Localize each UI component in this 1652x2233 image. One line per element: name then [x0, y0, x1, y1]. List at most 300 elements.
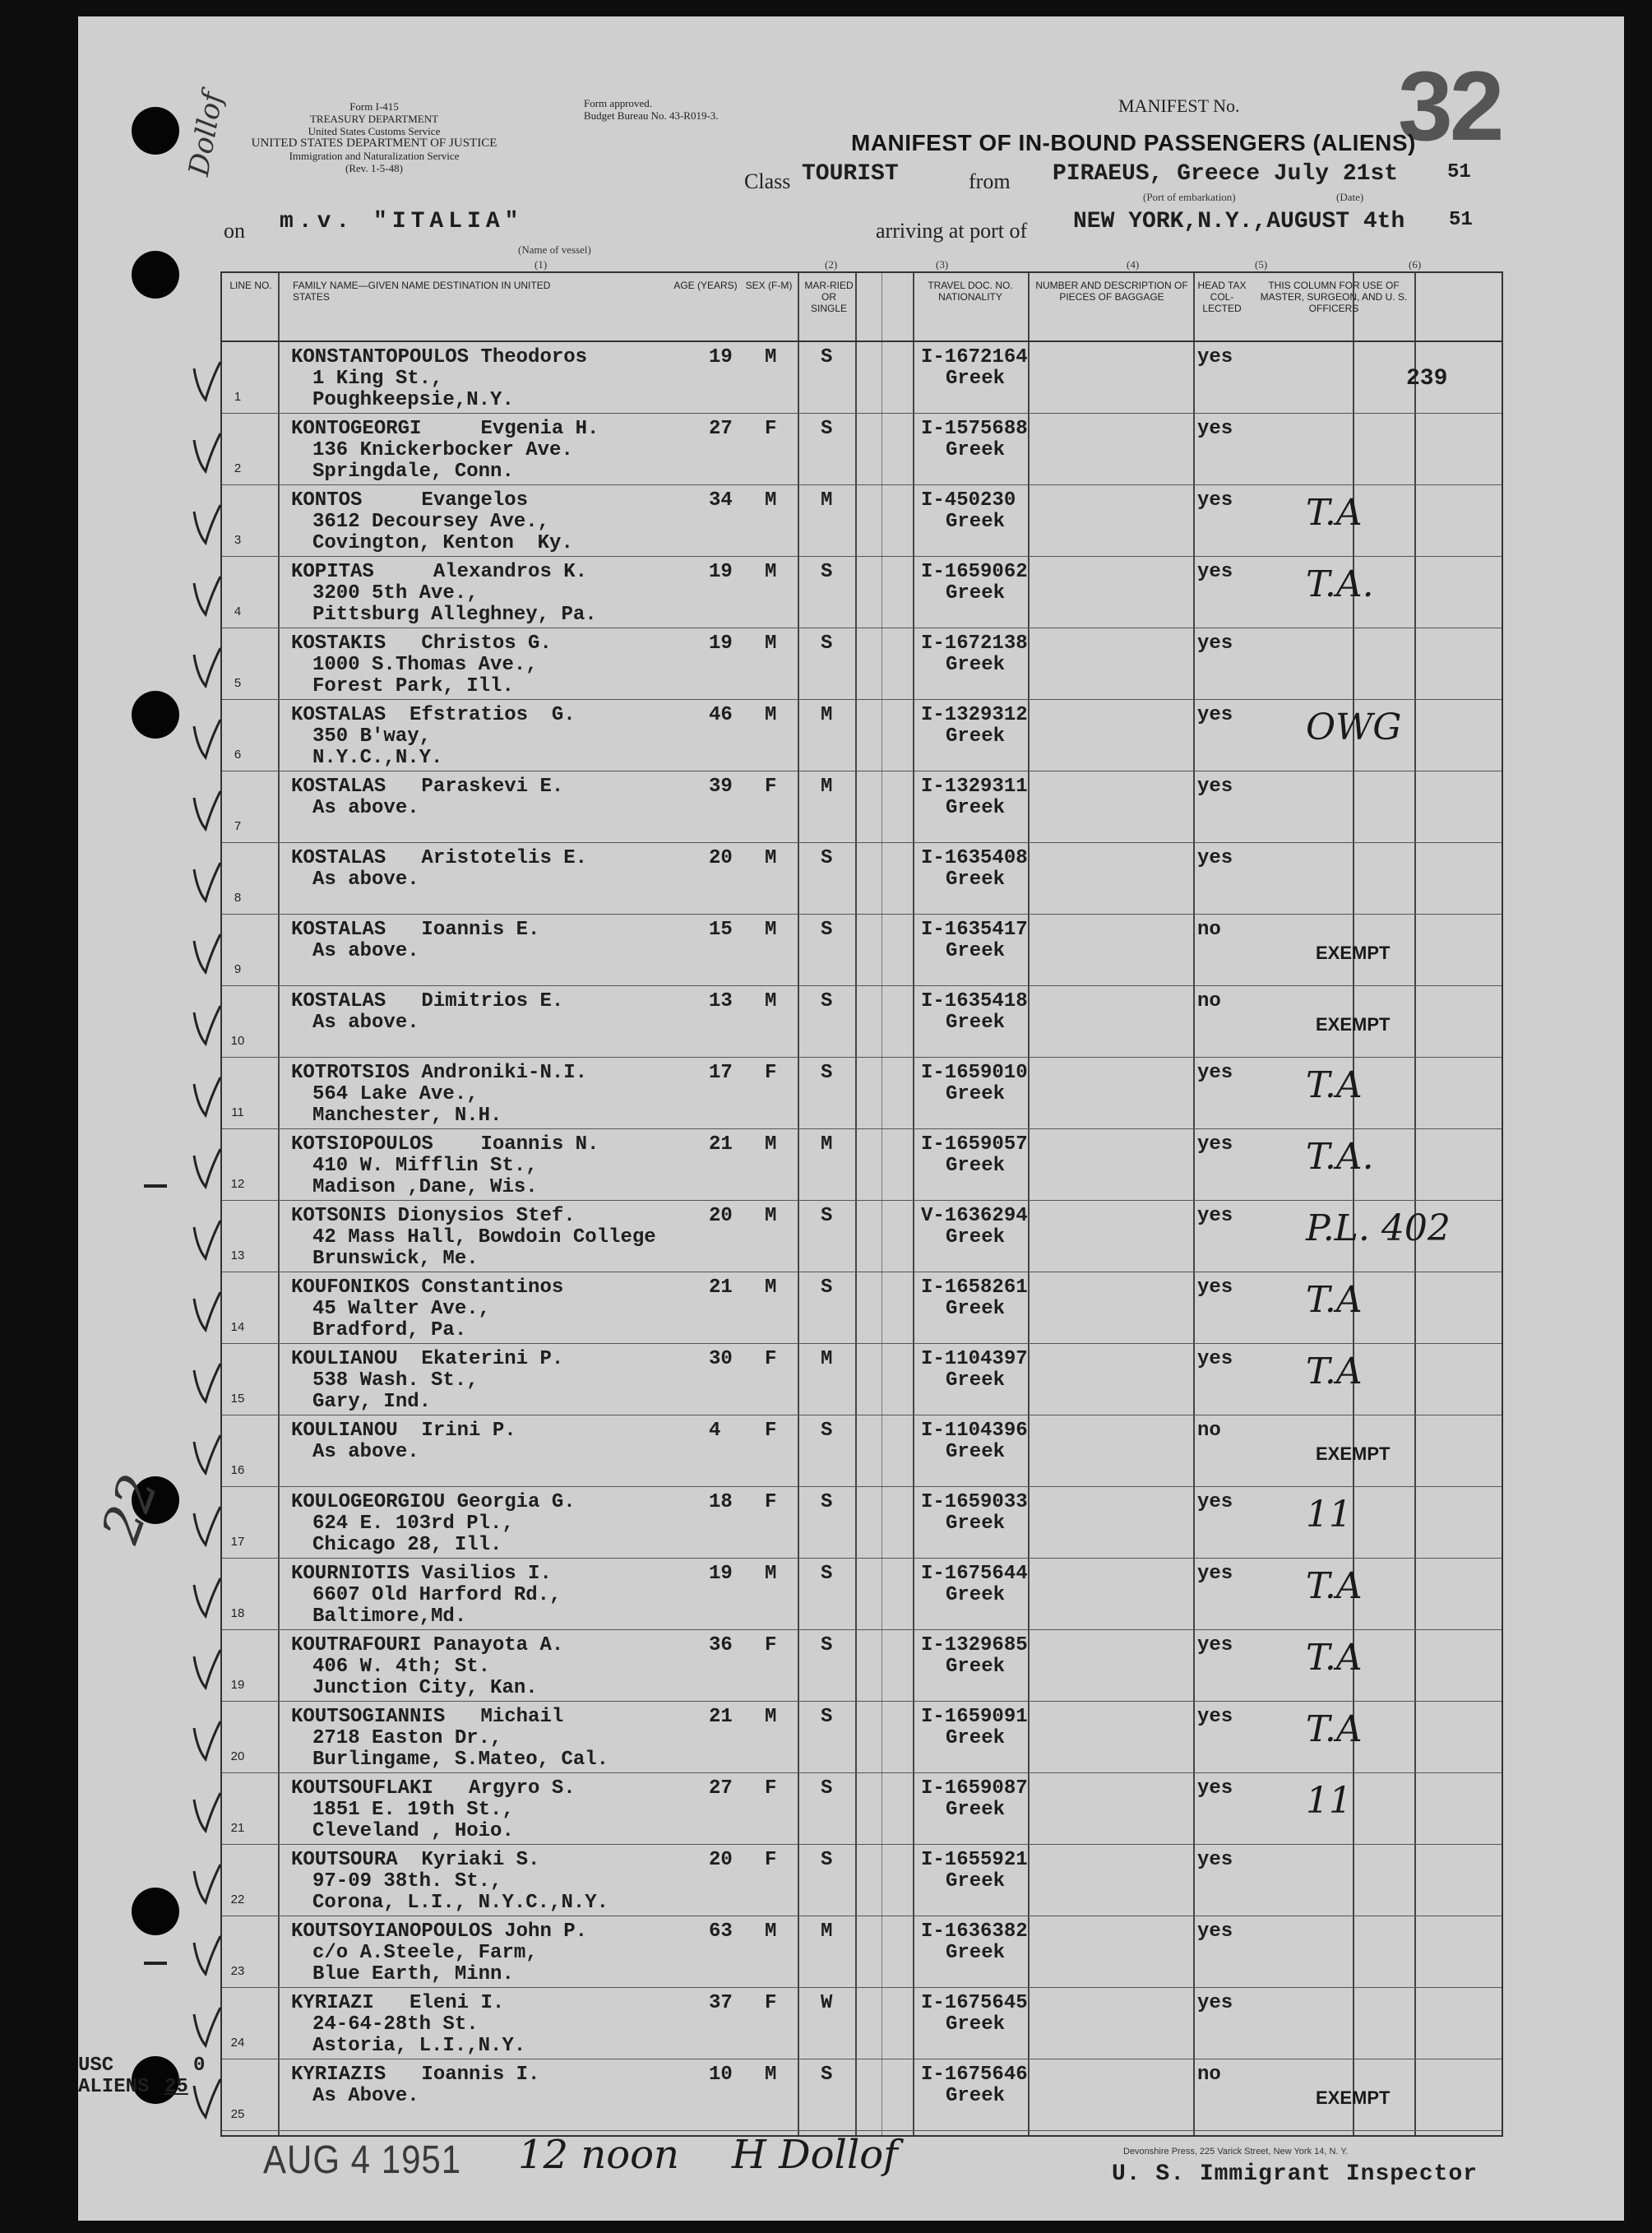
line-number: 6 [234, 748, 242, 762]
nationality: Greek [946, 1369, 1006, 1392]
nationality: Greek [946, 1799, 1006, 1821]
passenger-age: 21 [709, 1276, 733, 1299]
budget-bureau: Budget Bureau No. 43-R019-3. [584, 109, 719, 122]
passenger-name: KOSTALAS Dimitrios E. [291, 990, 564, 1012]
passenger-sex: M [765, 1706, 777, 1728]
marital-status: S [821, 2064, 833, 2086]
handwritten-time: 12 noon [518, 2132, 679, 2178]
passenger-sex: F [765, 1849, 777, 1871]
head-tax: yes [1197, 346, 1233, 368]
marital-status: S [821, 919, 833, 941]
address-line-1: As above. [312, 1441, 419, 1463]
check-mark-icon [189, 1287, 222, 1337]
passenger-name: KOTSONIS Dionysios Stef. [291, 1205, 576, 1227]
travel-doc-number: I-1672164 [921, 346, 1028, 368]
head-tax: yes [1197, 1777, 1233, 1800]
marital-status: S [821, 1634, 833, 1656]
officer-note: 11 [1306, 1780, 1352, 1822]
marital-status: S [821, 990, 833, 1012]
passenger-age: 4 [709, 1420, 721, 1442]
margin-mark [144, 1184, 167, 1188]
address-line-1: 42 Mass Hall, Bowdoin College [312, 1226, 656, 1249]
officer-note: T.A [1306, 1279, 1363, 1321]
marital-status: M [821, 1920, 833, 1943]
check-mark-icon [189, 429, 222, 478]
passenger-name: KOTROTSIOS Androniki-N.I. [291, 1062, 588, 1084]
address-line-1: 406 W. 4th; St. [312, 1656, 491, 1678]
marital-status: S [821, 561, 833, 583]
table-row [222, 1559, 1502, 1631]
table-row [222, 1702, 1502, 1774]
embark-caption: (Port of embarkation) [1143, 191, 1236, 203]
ins-label: Immigration and Naturalization Service [289, 150, 460, 162]
table-row [222, 771, 1502, 844]
address-line-2: Corona, L.I., N.Y.C.,N.Y. [312, 1892, 609, 1914]
head-tax: yes [1197, 561, 1233, 583]
travel-doc-number: V-1636294 [921, 1205, 1028, 1227]
officer-note: T.A. [1306, 1136, 1374, 1178]
table-row [222, 1129, 1502, 1202]
aliens-value: 25 [164, 2076, 188, 2098]
check-mark-icon [189, 357, 222, 406]
line-number: 18 [230, 1606, 245, 1620]
passenger-sex: M [765, 561, 777, 583]
check-mark-icon [189, 1788, 222, 1837]
passenger-sex: F [765, 1777, 777, 1800]
address-line-2: Brunswick, Me. [312, 1248, 479, 1270]
line-number: 20 [230, 1749, 245, 1763]
check-mark-icon [189, 572, 222, 621]
travel-doc-number: I-1672138 [921, 632, 1028, 655]
arriving-label: arriving at port of [876, 219, 1028, 243]
header-sex: SEX (F-M) [745, 280, 793, 291]
marital-status: S [821, 1706, 833, 1728]
passenger-name: KOSTALAS Efstratios G. [291, 704, 576, 726]
exempt-note: EXEMPT [1316, 1014, 1391, 1035]
passenger-sex: M [765, 1920, 777, 1943]
travel-doc-number: I-1675645 [921, 1992, 1028, 2014]
exempt-note: EXEMPT [1316, 2087, 1391, 2108]
passenger-name: KOSTALAS Ioannis E. [291, 919, 540, 941]
officer-note: T.A [1306, 1708, 1363, 1750]
binder-hole [132, 1888, 179, 1935]
passenger-sex: F [765, 1491, 777, 1513]
check-mark-icon [189, 1645, 222, 1694]
manifest-number: 32 [1398, 51, 1502, 161]
arriving-value: NEW YORK,N.Y.,AUGUST 4th [1073, 209, 1405, 234]
travel-doc-number: I-1658261 [921, 1276, 1028, 1299]
address-line-1: As above. [312, 1012, 419, 1034]
table-row [222, 1487, 1502, 1559]
marital-status: M [821, 489, 833, 512]
margin-handwriting: Dollof [183, 90, 230, 178]
line-number: 21 [230, 1821, 245, 1835]
nationality: Greek [946, 1942, 1006, 1964]
check-mark-icon [189, 1716, 222, 1766]
line-number: 13 [230, 1249, 245, 1262]
passenger-age: 20 [709, 1849, 733, 1871]
col-num-2: (2) [825, 258, 838, 271]
head-tax: no [1197, 2064, 1221, 2086]
head-tax: yes [1197, 1563, 1233, 1585]
passenger-age: 19 [709, 632, 733, 655]
line-number: 14 [230, 1320, 245, 1334]
manifest-no-label: MANIFEST No. [1118, 95, 1240, 116]
address-line-1: 350 B'way, [312, 725, 432, 748]
marital-status: S [821, 1276, 833, 1299]
travel-doc-number: I-1329311 [921, 776, 1028, 798]
table-row [222, 342, 1502, 415]
line-number: 17 [230, 1535, 245, 1549]
address-line-1: As Above. [312, 2085, 419, 2107]
line-number: 15 [230, 1392, 245, 1406]
travel-doc-number: I-1659062 [921, 561, 1028, 583]
passenger-sex: M [765, 990, 777, 1012]
table-row [222, 1630, 1502, 1703]
passenger-name: KOUTRAFOURI Panayota A. [291, 1634, 564, 1656]
col-num-4: (4) [1127, 258, 1140, 271]
line-number: 9 [234, 962, 242, 976]
check-mark-icon [189, 1502, 222, 1551]
line-number: 1 [234, 390, 242, 404]
check-mark-icon [189, 1573, 222, 1623]
address-line-1: 6607 Old Harford Rd., [312, 1584, 562, 1606]
marital-status: S [821, 346, 833, 368]
passenger-age: 17 [709, 1062, 733, 1084]
passenger-name: KOURNIOTIS Vasilios I. [291, 1563, 552, 1585]
passenger-sex: M [765, 919, 777, 941]
exempt-note: EXEMPT [1316, 1443, 1391, 1464]
line-number: 7 [234, 819, 242, 833]
head-tax: yes [1197, 1992, 1233, 2014]
officer-number: 239 [1406, 366, 1448, 391]
marital-status: S [821, 1563, 833, 1585]
travel-doc-number: I-1659033 [921, 1491, 1028, 1513]
check-mark-icon [189, 643, 222, 693]
head-tax: yes [1197, 1491, 1233, 1513]
passenger-age: 46 [709, 704, 733, 726]
travel-doc-number: I-1655921 [921, 1849, 1028, 1871]
address-line-2: Junction City, Kan. [312, 1677, 538, 1699]
treasury-label: TREASURY DEPARTMENT [309, 113, 439, 125]
header-age: AGE (YEARS) [673, 280, 738, 291]
officer-note: 11 [1306, 1494, 1352, 1536]
marital-status: S [821, 418, 833, 440]
line-number: 22 [230, 1892, 245, 1906]
passenger-age: 19 [709, 346, 733, 368]
marital-status: S [821, 1491, 833, 1513]
nationality: Greek [946, 1155, 1006, 1177]
binder-hole [132, 691, 179, 739]
passenger-age: 20 [709, 1205, 733, 1227]
line-number: 25 [230, 2107, 245, 2121]
table-row [222, 1058, 1502, 1130]
line-number: 24 [230, 2036, 245, 2050]
line-number: 3 [234, 533, 242, 547]
table-row [222, 1988, 1502, 2060]
date-stamp: AUG 4 1951 [263, 2137, 462, 2182]
passenger-sex: M [765, 1563, 777, 1585]
head-tax: yes [1197, 1634, 1233, 1656]
passenger-sex: F [765, 1062, 777, 1084]
nationality: Greek [946, 1656, 1006, 1678]
passenger-name: KYRIAZIS Ioannis I. [291, 2064, 540, 2086]
table-row [222, 1415, 1502, 1488]
passenger-age: 13 [709, 990, 733, 1012]
address-line-1: 624 E. 103rd Pl., [312, 1513, 514, 1535]
address-line-1: 24-64-28th St. [312, 2013, 479, 2036]
address-line-2: Blue Earth, Minn. [312, 1963, 514, 1985]
from-label: from [969, 169, 1011, 193]
passenger-age: 19 [709, 561, 733, 583]
passenger-sex: M [765, 489, 777, 512]
passenger-age: 27 [709, 1777, 733, 1800]
header-officers: THIS COLUMN FOR USE OF MASTER, SURGEON, AND U. S. OFFICERS [1260, 280, 1408, 314]
manifest-title: MANIFEST OF IN-BOUND PASSENGERS (ALIENS) [851, 130, 1416, 155]
nationality: Greek [946, 1870, 1006, 1892]
address-line-2: Gary, Ind. [312, 1391, 432, 1413]
address-line-1: 1000 S.Thomas Ave., [312, 654, 538, 676]
check-mark-icon [189, 858, 222, 907]
address-line-1: As above. [312, 797, 419, 819]
address-line-1: 2718 Easton Dr., [312, 1727, 502, 1749]
travel-doc-number: I-1659087 [921, 1777, 1028, 1800]
nationality: Greek [946, 439, 1006, 461]
travel-doc-number: I-1635417 [921, 919, 1028, 941]
check-mark-icon [189, 1860, 222, 1909]
margin-mark [144, 1962, 167, 1965]
passenger-sex: M [765, 1205, 777, 1227]
passenger-age: 36 [709, 1634, 733, 1656]
passenger-sex: M [765, 847, 777, 869]
head-tax: no [1197, 919, 1221, 941]
passenger-name: KYRIAZI Eleni I. [291, 1992, 505, 2014]
head-tax: yes [1197, 1849, 1233, 1871]
line-number: 12 [230, 1177, 245, 1191]
passenger-name: KOSTALAS Aristotelis E. [291, 847, 588, 869]
address-line-2: Manchester, N.H. [312, 1105, 502, 1127]
table-row [222, 1201, 1502, 1273]
passenger-age: 37 [709, 1992, 733, 2014]
line-number: 23 [230, 1964, 245, 1978]
address-line-1: 3612 Decoursey Ave., [312, 511, 550, 533]
officer-note: T.A [1306, 492, 1363, 534]
marital-status: S [821, 1420, 833, 1442]
travel-doc-number: I-1329685 [921, 1634, 1028, 1656]
travel-doc-number: I-1675644 [921, 1563, 1028, 1585]
printer-imprint: Devonshire Press, 225 Varick Street, New York 14, N. Y. [1123, 2147, 1349, 2157]
nationality: Greek [946, 1727, 1006, 1749]
passenger-age: 21 [709, 1133, 733, 1156]
check-mark-icon [189, 1216, 222, 1265]
address-line-1: 410 W. Mifflin St., [312, 1155, 538, 1177]
marital-status: S [821, 847, 833, 869]
address-line-1: As above. [312, 869, 419, 891]
vessel-name: m.v. "ITALIA" [280, 209, 524, 234]
exempt-note: EXEMPT [1316, 943, 1391, 963]
nationality: Greek [946, 940, 1006, 962]
travel-doc-number: I-450230 [921, 489, 1016, 512]
passenger-name: KONTOS Evangelos [291, 489, 529, 512]
check-mark-icon [189, 2074, 222, 2124]
line-number: 10 [230, 1034, 245, 1048]
marital-status: S [821, 1849, 833, 1871]
head-tax: yes [1197, 418, 1233, 440]
table-row [222, 628, 1502, 701]
table-row [222, 915, 1502, 987]
address-line-2: Burlingame, S.Mateo, Cal. [312, 1749, 609, 1771]
justice-label: UNITED STATES DEPARTMENT OF JUSTICE [251, 137, 497, 150]
arrive-year: 51 [1449, 209, 1473, 231]
side-handwritten-number: 22 [90, 1466, 171, 1551]
passenger-age: 27 [709, 418, 733, 440]
address-line-2: Baltimore,Md. [312, 1605, 467, 1628]
col-num-6: (6) [1409, 258, 1422, 271]
head-tax: yes [1197, 1276, 1233, 1299]
line-number: 4 [234, 605, 242, 618]
form-agency-block [218, 100, 530, 174]
address-line-1: 538 Wash. St., [312, 1369, 479, 1392]
address-line-1: 136 Knickerbocker Ave. [312, 439, 573, 461]
from-year: 51 [1447, 161, 1471, 183]
passenger-sex: M [765, 1276, 777, 1299]
marital-status: S [821, 1205, 833, 1227]
nationality: Greek [946, 368, 1006, 390]
nationality: Greek [946, 1012, 1006, 1034]
nationality: Greek [946, 511, 1006, 533]
address-line-2: Covington, Kenton Ky. [312, 532, 573, 554]
form-number: Form I-415 [349, 100, 399, 113]
usc-value: 0 [193, 2055, 206, 2077]
marital-status: M [821, 1348, 833, 1370]
passenger-age: 39 [709, 776, 733, 798]
address-line-2: Bradford, Pa. [312, 1319, 467, 1341]
address-line-1: 45 Walter Ave., [312, 1298, 491, 1320]
passenger-sex: F [765, 776, 777, 798]
table-row [222, 1344, 1502, 1416]
passenger-age: 34 [709, 489, 733, 512]
check-mark-icon [189, 786, 222, 836]
passenger-sex: F [765, 418, 777, 440]
passenger-sex: F [765, 1348, 777, 1370]
passenger-name: KONTOGEORGI Evgenia H. [291, 418, 599, 440]
passenger-sex: M [765, 704, 777, 726]
travel-doc-number: I-1675646 [921, 2064, 1028, 2086]
vessel-caption: (Name of vessel) [518, 243, 591, 256]
table-row [222, 485, 1502, 558]
passenger-age: 10 [709, 2064, 733, 2086]
passenger-age: 63 [709, 1920, 733, 1943]
passenger-sex: F [765, 1420, 777, 1442]
approval-block [584, 97, 831, 122]
col-num-1: (1) [534, 258, 548, 271]
address-line-1: 1851 E. 19th St., [312, 1799, 514, 1821]
nationality: Greek [946, 1298, 1006, 1320]
check-mark-icon [189, 1359, 222, 1408]
header-line-no: LINE NO. [229, 280, 272, 291]
passenger-age: 30 [709, 1348, 733, 1370]
head-tax: no [1197, 1420, 1221, 1442]
passenger-name: KOSTAKIS Christos G. [291, 632, 552, 655]
passenger-name: KOTSIOPOULOS Ioannis N. [291, 1133, 599, 1156]
travel-doc-number: I-1635418 [921, 990, 1028, 1012]
check-mark-icon [189, 1430, 222, 1480]
head-tax: yes [1197, 1920, 1233, 1943]
address-line-1: 3200 5th Ave., [312, 582, 479, 605]
header-married: MAR-RIED OR SINGLE [804, 280, 854, 314]
address-line-2: Springdale, Conn. [312, 461, 514, 483]
address-line-2: Chicago 28, Ill. [312, 1534, 502, 1556]
inspector-signature: H Dollof [732, 2132, 898, 2178]
line-number: 2 [234, 461, 242, 475]
travel-doc-number: I-1104397 [921, 1348, 1028, 1370]
header-baggage: NUMBER AND DESCRIPTION OF PIECES OF BAGGAGE [1035, 280, 1188, 303]
line-number: 5 [234, 676, 242, 690]
nationality: Greek [946, 582, 1006, 605]
travel-doc-number: I-1659091 [921, 1706, 1028, 1728]
passenger-name: KOUFONIKOS Constantinos [291, 1276, 564, 1299]
address-line-2: Pittsburg Alleghney, Pa. [312, 604, 597, 626]
passenger-sex: M [765, 1133, 777, 1156]
check-mark-icon [189, 929, 222, 979]
officer-note: P.L. 402 [1306, 1207, 1451, 1249]
check-mark-icon [189, 2003, 222, 2052]
table-row [222, 414, 1502, 486]
header-travel-doc: TRAVEL DOC. NO. NATIONALITY [928, 280, 1013, 303]
passenger-name: KOUTSOGIANNIS Michail [291, 1706, 564, 1728]
head-tax: yes [1197, 1348, 1233, 1370]
date-caption: (Date) [1336, 191, 1364, 203]
head-tax: no [1197, 990, 1221, 1012]
from-value: PIRAEUS, Greece July 21st [1053, 161, 1399, 187]
header-name: FAMILY NAME—GIVEN NAME DESTINATION IN UNITED STATES [293, 280, 551, 303]
check-mark-icon [189, 1144, 222, 1193]
marital-status: S [821, 632, 833, 655]
nationality: Greek [946, 725, 1006, 748]
head-tax: yes [1197, 489, 1233, 512]
passenger-name: KOUTSOURA Kyriaki S. [291, 1849, 540, 1871]
officer-note: T.A [1306, 1350, 1363, 1392]
nationality: Greek [946, 1226, 1006, 1249]
table-row [222, 700, 1502, 772]
officer-note: OWG [1306, 706, 1402, 748]
inspector-title: U. S. Immigrant Inspector [1112, 2161, 1478, 2187]
address-line-2: Astoria, L.I.,N.Y. [312, 2035, 526, 2057]
marital-status: M [821, 1133, 833, 1156]
officer-note: T.A [1306, 1637, 1363, 1679]
line-number: 8 [234, 891, 242, 905]
passenger-name: KOULOGEORGIOU Georgia G. [291, 1491, 576, 1513]
address-line-2: Forest Park, Ill. [312, 675, 514, 697]
table-row [222, 557, 1502, 629]
check-mark-icon [189, 1072, 222, 1122]
line-number: 11 [231, 1105, 244, 1119]
address-line-1: c/o A.Steele, Farm, [312, 1942, 538, 1964]
check-mark-icon [189, 1001, 222, 1050]
nationality: Greek [946, 1513, 1006, 1535]
passenger-age: 20 [709, 847, 733, 869]
line-number: 16 [230, 1463, 245, 1477]
passenger-name: KOPITAS Alexandros K. [291, 561, 588, 583]
head-tax: yes [1197, 847, 1233, 869]
table-row [222, 1272, 1502, 1345]
head-tax: yes [1197, 632, 1233, 655]
travel-doc-number: I-1659010 [921, 1062, 1028, 1084]
address-line-2: N.Y.C.,N.Y. [312, 747, 443, 769]
address-line-2: Madison ,Dane, Wis. [312, 1176, 538, 1198]
passenger-age: 21 [709, 1706, 733, 1728]
head-tax: yes [1197, 776, 1233, 798]
